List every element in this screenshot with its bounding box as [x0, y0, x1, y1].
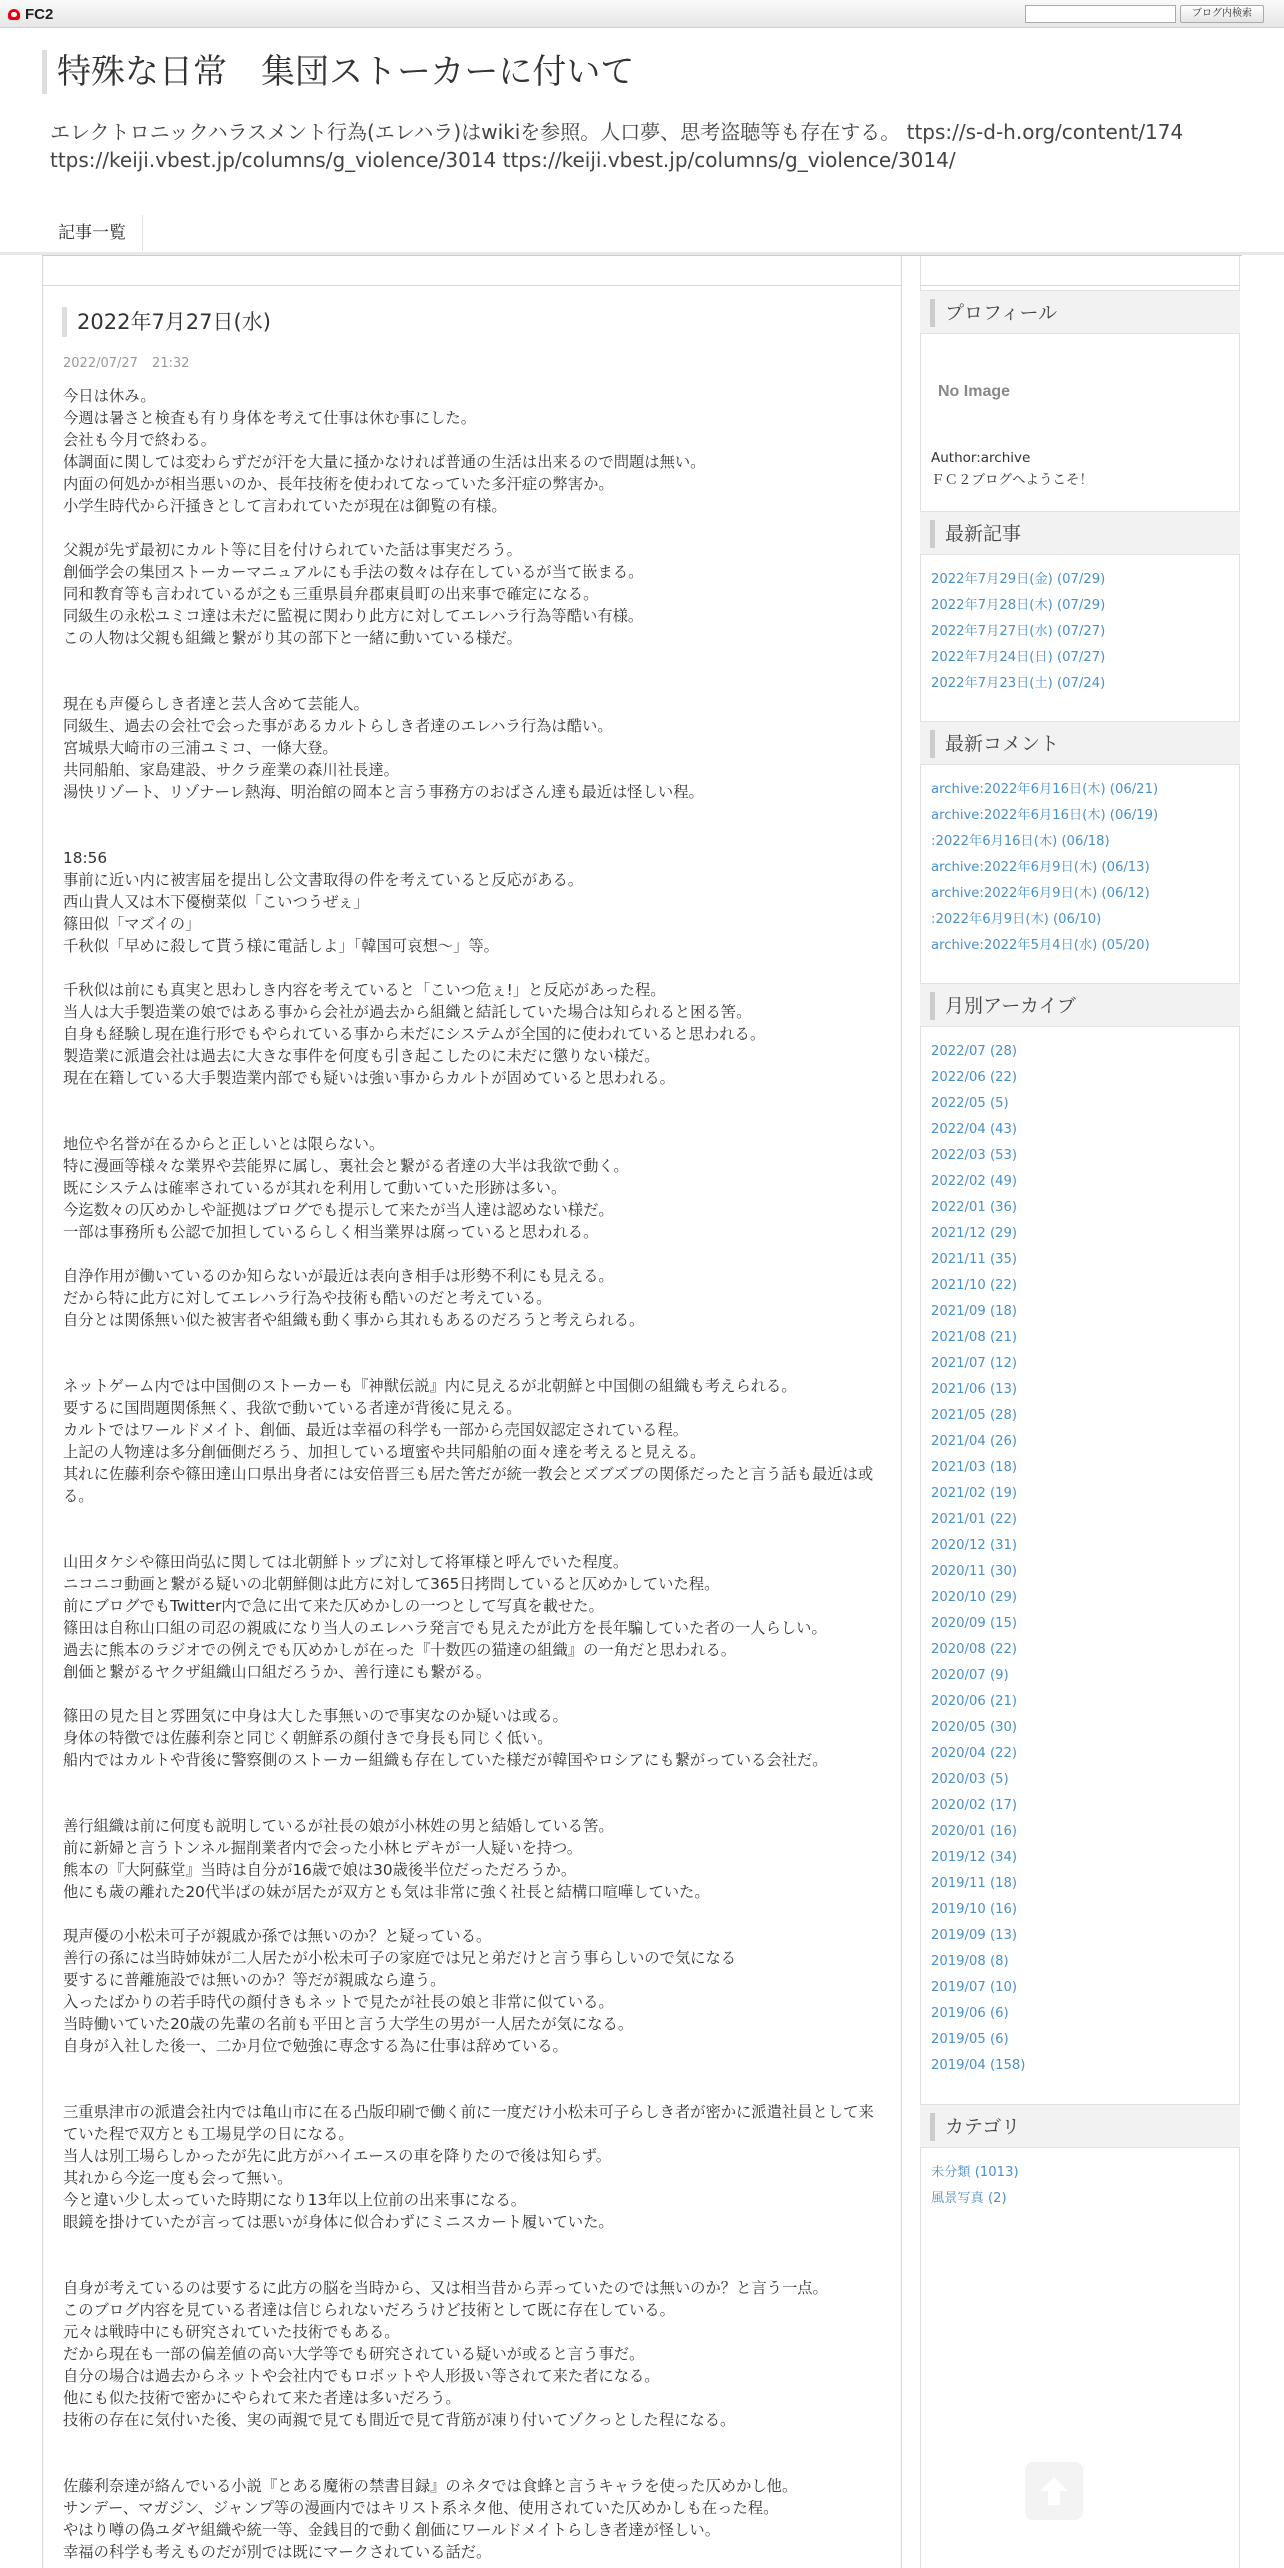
archive-link[interactable]: 2021/05 (28) [931, 1408, 1018, 1423]
archive-link[interactable]: 2020/09 (15) [931, 1616, 1018, 1631]
recent-comment-link[interactable]: :2022年6月16日(木) (06/18) [931, 834, 1110, 849]
archive-link[interactable]: 2019/06 (6) [931, 2006, 1009, 2021]
profile-author-name: Author:archive [931, 450, 1031, 466]
archive-link[interactable]: 2022/01 (36) [931, 1200, 1018, 1215]
categories-heading-text: カテゴリ [930, 2113, 1020, 2141]
recent-post-link[interactable]: 2022年7月27日(水) (07/27) [931, 624, 1106, 639]
category-link[interactable]: 風景写真 (2) [931, 2191, 1007, 2206]
profile-no-image: No Image [938, 383, 1011, 400]
archive-link[interactable]: 2021/06 (13) [931, 1382, 1018, 1397]
archive-link[interactable]: 2019/09 (13) [931, 1928, 1018, 1943]
recent-comment-link[interactable]: :2022年6月9日(木) (06/10) [931, 912, 1102, 927]
archive-link[interactable]: 2020/04 (22) [931, 1746, 1018, 1761]
recent-post-link[interactable]: 2022年7月23日(土) (07/24) [931, 676, 1106, 691]
fc2-logo-icon [6, 6, 22, 22]
recent-posts-heading [920, 511, 1240, 555]
archive-link[interactable]: 2022/07 (28) [931, 1044, 1018, 1059]
archive-link[interactable]: 2021/08 (21) [931, 1330, 1018, 1345]
fc2-header-bar [0, 0, 1284, 28]
archives-heading-text: 月別アーカイブ [930, 992, 1076, 1020]
archive-link[interactable]: 2021/01 (22) [931, 1512, 1018, 1527]
recent-comment-link[interactable]: archive:2022年6月9日(木) (06/13) [931, 860, 1150, 875]
archive-link[interactable]: 2020/11 (30) [931, 1564, 1018, 1579]
archive-link[interactable]: 2019/11 (18) [931, 1876, 1018, 1891]
archive-link[interactable]: 2019/12 (34) [931, 1850, 1018, 1865]
archive-link[interactable]: 2021/12 (29) [931, 1226, 1018, 1241]
archives-list [931, 1039, 1231, 2079]
category-link[interactable]: 未分類 (1013) [931, 2165, 1019, 2180]
categories-list [931, 2160, 1231, 2212]
recent-comment-link[interactable]: archive:2022年6月9日(木) (06/12) [931, 886, 1150, 901]
recent-post-link[interactable]: 2022年7月24日(日) (07/27) [931, 650, 1106, 665]
archive-link[interactable]: 2022/02 (49) [931, 1174, 1018, 1189]
fc2-logo-text: FC2 [25, 5, 54, 23]
archive-link[interactable]: 2019/04 (158) [931, 2058, 1026, 2073]
archive-link[interactable]: 2020/10 (29) [931, 1590, 1018, 1605]
archive-link[interactable]: 2021/03 (18) [931, 1460, 1018, 1475]
blog-title[interactable]: 特殊な日常 集団ストーカーに付いて [42, 50, 634, 94]
archive-link[interactable]: 2020/05 (30) [931, 1720, 1018, 1735]
archive-link[interactable]: 2021/04 (26) [931, 1434, 1018, 1449]
blog-search-input[interactable] [1025, 5, 1176, 23]
archives-heading [920, 983, 1240, 1027]
archive-link[interactable]: 2021/10 (22) [931, 1278, 1018, 1293]
archive-link[interactable]: 2020/06 (21) [931, 1694, 1018, 1709]
archive-link[interactable]: 2019/10 (16) [931, 1902, 1018, 1917]
entry-body: 今日は休み。 今週は暑さと検査も有り身体を考えて仕事は休む事にした。 会社も今月で終わる。 体調面に関しては変わらずだが汗を大量に掻かなければ普通の生活は出来るので問題は無い。 内面の何処かが相当悪いのか、長年技術を使われてなっていた多汗症の弊害か。 小学生時代から汗掻きとして言われていたが現在は御覧の有様。 父親が先ず最初にカルト等に目を付けられていた話は事実だろう。 創価学会の集団ストーカーマニュアルにも手法の数々は存在しているが当て嵌まる。 同和教育等も言われているが之も三重県員弁郡東員町の出来事で確定になる。 同級生の永松ユミコ達は未だに監視に関わり此方に対してエレハラ行為等酷い有様。 この人物は父親も組織と繋がり其の部下と一緒に動いている様だ。 現在も声優らしき者達と芸人含めて芸能人。 同級生、過去の会社で会った事があるカルトらしき者達のエレハラ行為は酷い。 宮城県大崎市の三浦ユミコ、一條大登。 共同船舶、家島建設、サクラ産業の森川社長達。 湯快リゾート、リゾナーレ熱海、明治館の岡本と言う事務方のおばさん達も最近は怪しい程。 18:56 事前に近い内に被害届を提出し公文書取得の件を考えていると反応がある。 西山貴人又は木下優樹菜似「こいつうぜぇ」 篠田似「マズイの」 千秋似「早めに殺して貰う様に電話しよ」「韓国可哀想～」等。 千秋似は前にも真実と思わしき内容を考えていると「こいつ危ぇ!」と反応があった程。 当人は大手製造業の娘ではある事から会社が過去から組織と結託していた場合は知られると困る筈。 自身も経験し現在進行形でもやられている事から未だにシステムが全国的に使われていると思われる。 製造業に派遣会社は過去に大きな事件を何度も引き起こしたのに未だに懲りない様だ。 現在在籍している大手製造業内部でも疑いは強い事からカルトが固めていると思われる。 地位や名誉が在るからと正しいとは限らない。 特に漫画等様々な業界や芸能界に属し、裏社会と繋がる者達の大半は我欲で動く。 既にシステムは確率されているが其れを利用して動いていた形跡は多い。 今迄数々の仄めかしや証拠はブログでも提示して来たが当人達は認めない様だ。 一部は事務所も公認で加担しているらしく相当業界は腐っていると思われる。 自浄作用が働いているのか知らないが最近は表向き相手は形勢不利にも見える。 だから特に此方に対してエレハラ行為や技術も酷いのだと考えている。 自分とは関係無い似た被害者や組織も動く事から其れもあるのだろうと考えられる。 ネットゲーム内では中国側のストーカーも『神獣伝説』内に見えるが北朝鮮と中国側の組織も考えられる。 要するに国問題関係無く、我欲で動いている者達が背後に見える。 カルトではワールドメイト、創価、最近は幸福の科学も一部から売国奴認定されている程。 上記の人物達は多分創価側だろう、加担している壇蜜や共同船舶の面々達を考えると見える。 其れに佐藤利奈や篠田達山口県出身者には安倍晋三も居た筈だが統一教会とズブズブの関係だったと言う話も最近は或る。 山田タケシや篠田尚弘に関しては北朝鮮トップに対して将軍様と呼んでいた程度。 ニコニコ動画と繋がる疑いの北朝鮮側は此方に対して365日拷問していると仄めかしていた程。 前にブログでもTwitter内で急に出て来た仄めかしの一つとして写真を載せた。 篠田は自称山口組の司忍の親戚になり当人のエレハラ発言でも見えたが此方を長年騙していた者の一人らしい。 過去に熊本のラジオでの例えでも仄めかしが在った『十数匹の猫達の組織』の一角だと思われる。 創価と繋がるヤクザ組織山口組だろうか、善行達にも繋がる。 篠田の見た目と雰囲気に中身は大した事無いので事実なのか疑いは或る。 身体の特徴では佐藤利奈と同じく朝鮮系の顔付きで身長も同じく低い。 船内ではカルトや背後に警察側のストーカー組織も存在していた様だが韓国やロシアにも繋がっている会社だ。 善行組織は前に何度も説明しているが社長の娘が小林姓の男と結婚している筈。 前に新婦と言うトンネル掘削業者内で会った小林ヒデキが一人疑いを持つ。 熊本の『大阿蘇堂』当時は自分が16歳で娘は30歳後半位だっただろうか。 他にも歳の離れた20代半ばの妹が居たが双方とも気は非常に強く社長と結構口喧嘩していた。 現声優の小松未可子が親戚か孫では無いのか？と疑っている。 善行の孫には当時姉妹が二人居たが小松未可子の家庭では兄と弟だけと言う事らしいので気になる 要するに普離施設では無いのか？等だが親戚なら違う。 入ったばかりの若手時代の顔付きもネットで見たが社長の娘と非常に似ている。 当時働いていた20歳の先輩の名前も平田と言う大学生の男が一人居たが気になる。 自身が入社した後一、二か月位で勉強に専念する為に仕事は辞めている。 三重県津市の派遣会社内では亀山市に在る凸版印刷で働く前に一度だけ小松未可子らしき者が密かに派遣社員として来ていた程で双方とも工場見学の日になる。 当人は別工場らしかったが先に此方がハイエースの車を降りたので後は知らず。 其れから今迄一度も会って無い。 今と違い少し太っていた時期になり13年以上位前の出来事になる。 眼鏡を掛けていたが言っては悪いが身体に似合わずにミニスカート履いていた。 自身が考えているのは要するに此方の脳を当時から、又は相当昔から弄っていたのでは無いのか？と言う一点。 このブログ内容を見ている者達は信じられないだろうけど技術として既に存在している。 元々は戦時中にも研究されていた技術でもある。 だから現在も一部の偏差値の高い大学等でも研究されている疑いが或ると言う事だ。 自分の場合は過去からネットや会社内でもロボットや人形扱い等されて来た者になる。 他にも似た技術で密かにやられて来た者達は多いだろう。 技術の存在に気付いた後、実の両親で見ても間近で見て背筋が凍り付いてゾクっとした程になる。 佐藤利奈達が絡んでいる小説『とある魔術の禁書目録』のネタでは食蜂と言うキャラを使った仄めかし他。 サンデー、マガジン、ジャンプ等の漫画内ではキリスト系ネタ他、使用されていた仄めかしも在った程。 やはり噂の偽ユダヤ組織や統一等、金銭目的で動く創価にワールドメイトらしき者達が怪しい。 幸福の科学も考えものだが別では既にマークされている話だ。 [63, 387, 874, 2561]
blog-search-button[interactable]: ブログ内検索 [1180, 5, 1264, 23]
recent-comments-heading [920, 721, 1240, 765]
archive-link[interactable]: 2020/01 (16) [931, 1824, 1018, 1839]
archive-link[interactable]: 2019/07 (10) [931, 1980, 1018, 1995]
sidebar-top [920, 256, 1240, 286]
archive-link[interactable]: 2020/07 (9) [931, 1668, 1009, 1683]
archive-link[interactable]: 2021/02 (19) [931, 1486, 1018, 1501]
archive-link[interactable]: 2022/06 (22) [931, 1070, 1018, 1085]
archive-link[interactable]: 2021/07 (12) [931, 1356, 1018, 1371]
recent-comment-link[interactable]: archive:2022年6月16日(木) (06/21) [931, 782, 1159, 797]
recent-post-link[interactable]: 2022年7月28日(木) (07/29) [931, 598, 1106, 613]
recent-comment-link[interactable]: archive:2022年5月4日(水) (05/20) [931, 938, 1150, 953]
intro-line-2: ttps://keiji.vbest.jp/columns/g_violence/3014 ttps://keiji.vbest.jp/columns/g_violence/3014/ [50, 148, 956, 172]
recent-comments-heading-text: 最新コメント [930, 730, 1059, 758]
nav-item-article-list[interactable]: 記事一覧 [58, 223, 126, 243]
archive-link[interactable]: 2019/05 (6) [931, 2032, 1009, 2047]
recent-posts-heading-text: 最新記事 [930, 520, 1021, 548]
archive-link[interactable]: 2020/08 (22) [931, 1642, 1018, 1657]
profile-heading [920, 290, 1240, 334]
blog-introduction [50, 118, 1260, 174]
profile-welcome: ＦＣ２ブログへようこそ！ [931, 472, 1093, 488]
archive-link[interactable]: 2021/09 (18) [931, 1304, 1018, 1319]
archive-link[interactable]: 2022/04 (43) [931, 1122, 1018, 1137]
archive-link[interactable]: 2020/12 (31) [931, 1538, 1018, 1553]
recent-post-link[interactable]: 2022年7月29日(金) (07/29) [931, 572, 1106, 587]
main-column-top [42, 256, 902, 286]
nav-bar [42, 215, 143, 251]
archive-link[interactable]: 2020/02 (17) [931, 1798, 1018, 1813]
fc2-logo[interactable] [6, 4, 53, 24]
recent-comments-list [931, 777, 1231, 959]
categories-heading [920, 2104, 1240, 2148]
archive-link[interactable]: 2021/11 (35) [931, 1252, 1018, 1267]
recent-posts-list [931, 567, 1231, 697]
archive-link[interactable]: 2020/03 (5) [931, 1772, 1009, 1787]
intro-line-1: エレクトロニックハラスメント行為(エレハラ)はwikiを参照。人口夢、思考盗聴等も存在する。 ttps://s-d-h.org/content/174 [50, 120, 1184, 144]
profile-author [931, 447, 1093, 491]
profile-heading-text: プロフィール [930, 299, 1057, 327]
recent-comment-link[interactable]: archive:2022年6月16日(木) (06/19) [931, 808, 1159, 823]
archive-link[interactable]: 2022/03 (53) [931, 1148, 1018, 1163]
entry-date: 2022/07/27 21:32 [63, 356, 190, 371]
archive-link[interactable]: 2019/08 (8) [931, 1954, 1009, 1969]
archive-link[interactable]: 2022/05 (5) [931, 1096, 1009, 1111]
entry-title[interactable]: 2022年7月27日(水) [62, 307, 271, 337]
